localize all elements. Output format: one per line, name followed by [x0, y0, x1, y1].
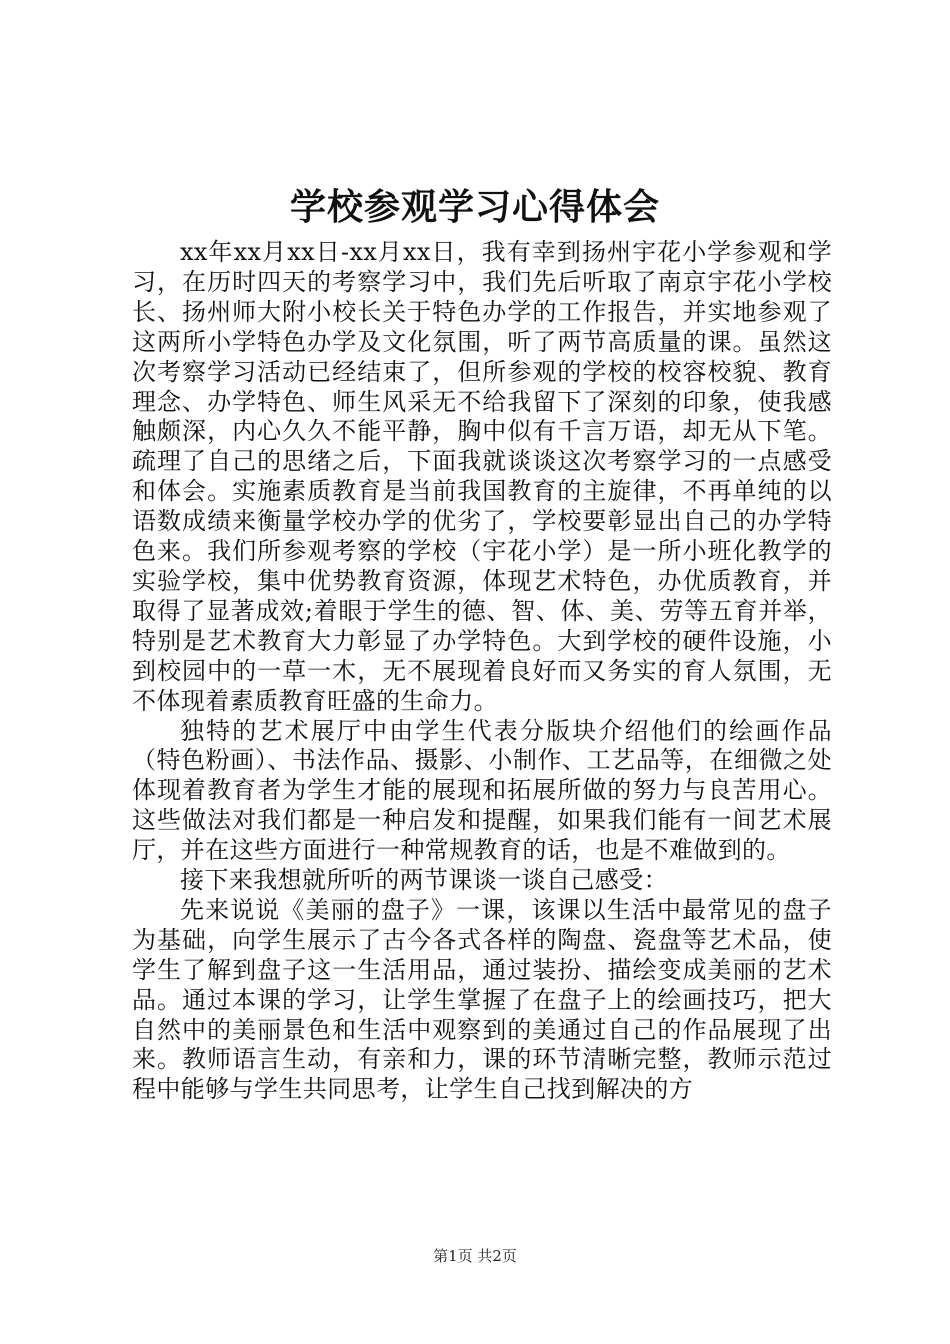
paragraph-4: 先来说说《美丽的盘子》一课，该课以生活中最常见的盘子为基础，向学生展示了古今各式各样的陶盘、瓷盘等艺术品，使学生了解到盘子这一生活用品，通过装扮、描绘变成美丽的艺术品。通过本课的学习，让学生掌握了在盘子上的绘画技巧，把大自然中的美丽景色和生活中观察到的美通过自己的作品展现了出来。教师语言生动，有亲和力，课的环节清晰完整，教师示范过程中能够与学生共同思考，让学生自己找到解决的方	[132, 895, 832, 1104]
paragraph-1: xx年xx月xx日-xx月xx日，我有幸到扬州宇花小学参观和学习，在历时四天的考察学习中，我们先后听取了南京宇花小学校长、扬州师大附小校长关于特色办学的工作报告，并实地参观了这两所小学特色办学及文化氛围，听了两节高质量的课。虽然这次考察学习活动已经结束了，但所参观的学校的校容校貌、教育理念、办学特色、师生风采无不给我留下了深刻的印象，使我感触颇深，内心久久不能平静，胸中似有千言万语，却无从下笔。疏理了自己的思绪之后，下面我就谈谈这次考察学习的一点感受和体会。实施素质教育是当前我国教育的主旋律，不再单纯的以语数成绩来衡量学校办学的优劣了，学校要彰显出自己的办学特色来。我们所参观考察的学校（宇花小学）是一所小班化教学的实验学校，集中优势教育资源，体现艺术特色，办优质教育，并取得了显著成效;着眼于学生的德、智、体、美、劳等五育并举，特别是艺术教育大力彰显了办学特色。大到学校的硬件设施，小到校园中的一草一木，无不展现着良好而又务实的育人氛围，无不体现着素质教育旺盛的生命力。	[132, 238, 832, 715]
document-body	[132, 238, 832, 1105]
page-number-footer: 第1页 共2页	[433, 1247, 517, 1265]
paragraph-3: 接下来我想就所听的两节课谈一谈自己感受：	[180, 866, 668, 895]
paragraph-2: 独特的艺术展厅中由学生代表分版块介绍他们的绘画作品（特色粉画）、书法作品、摄影、小制作、工艺品等，在细微之处体现着教育者为学生才能的展现和拓展所做的努力与良苦用心。这些做法对我们都是一种启发和提醒，如果我们能有一间艺术展厅，并在这些方面进行一种常规教育的话，也是不难做到的。	[132, 716, 832, 865]
document-title: 学校参观学习心得体会	[289, 187, 660, 228]
